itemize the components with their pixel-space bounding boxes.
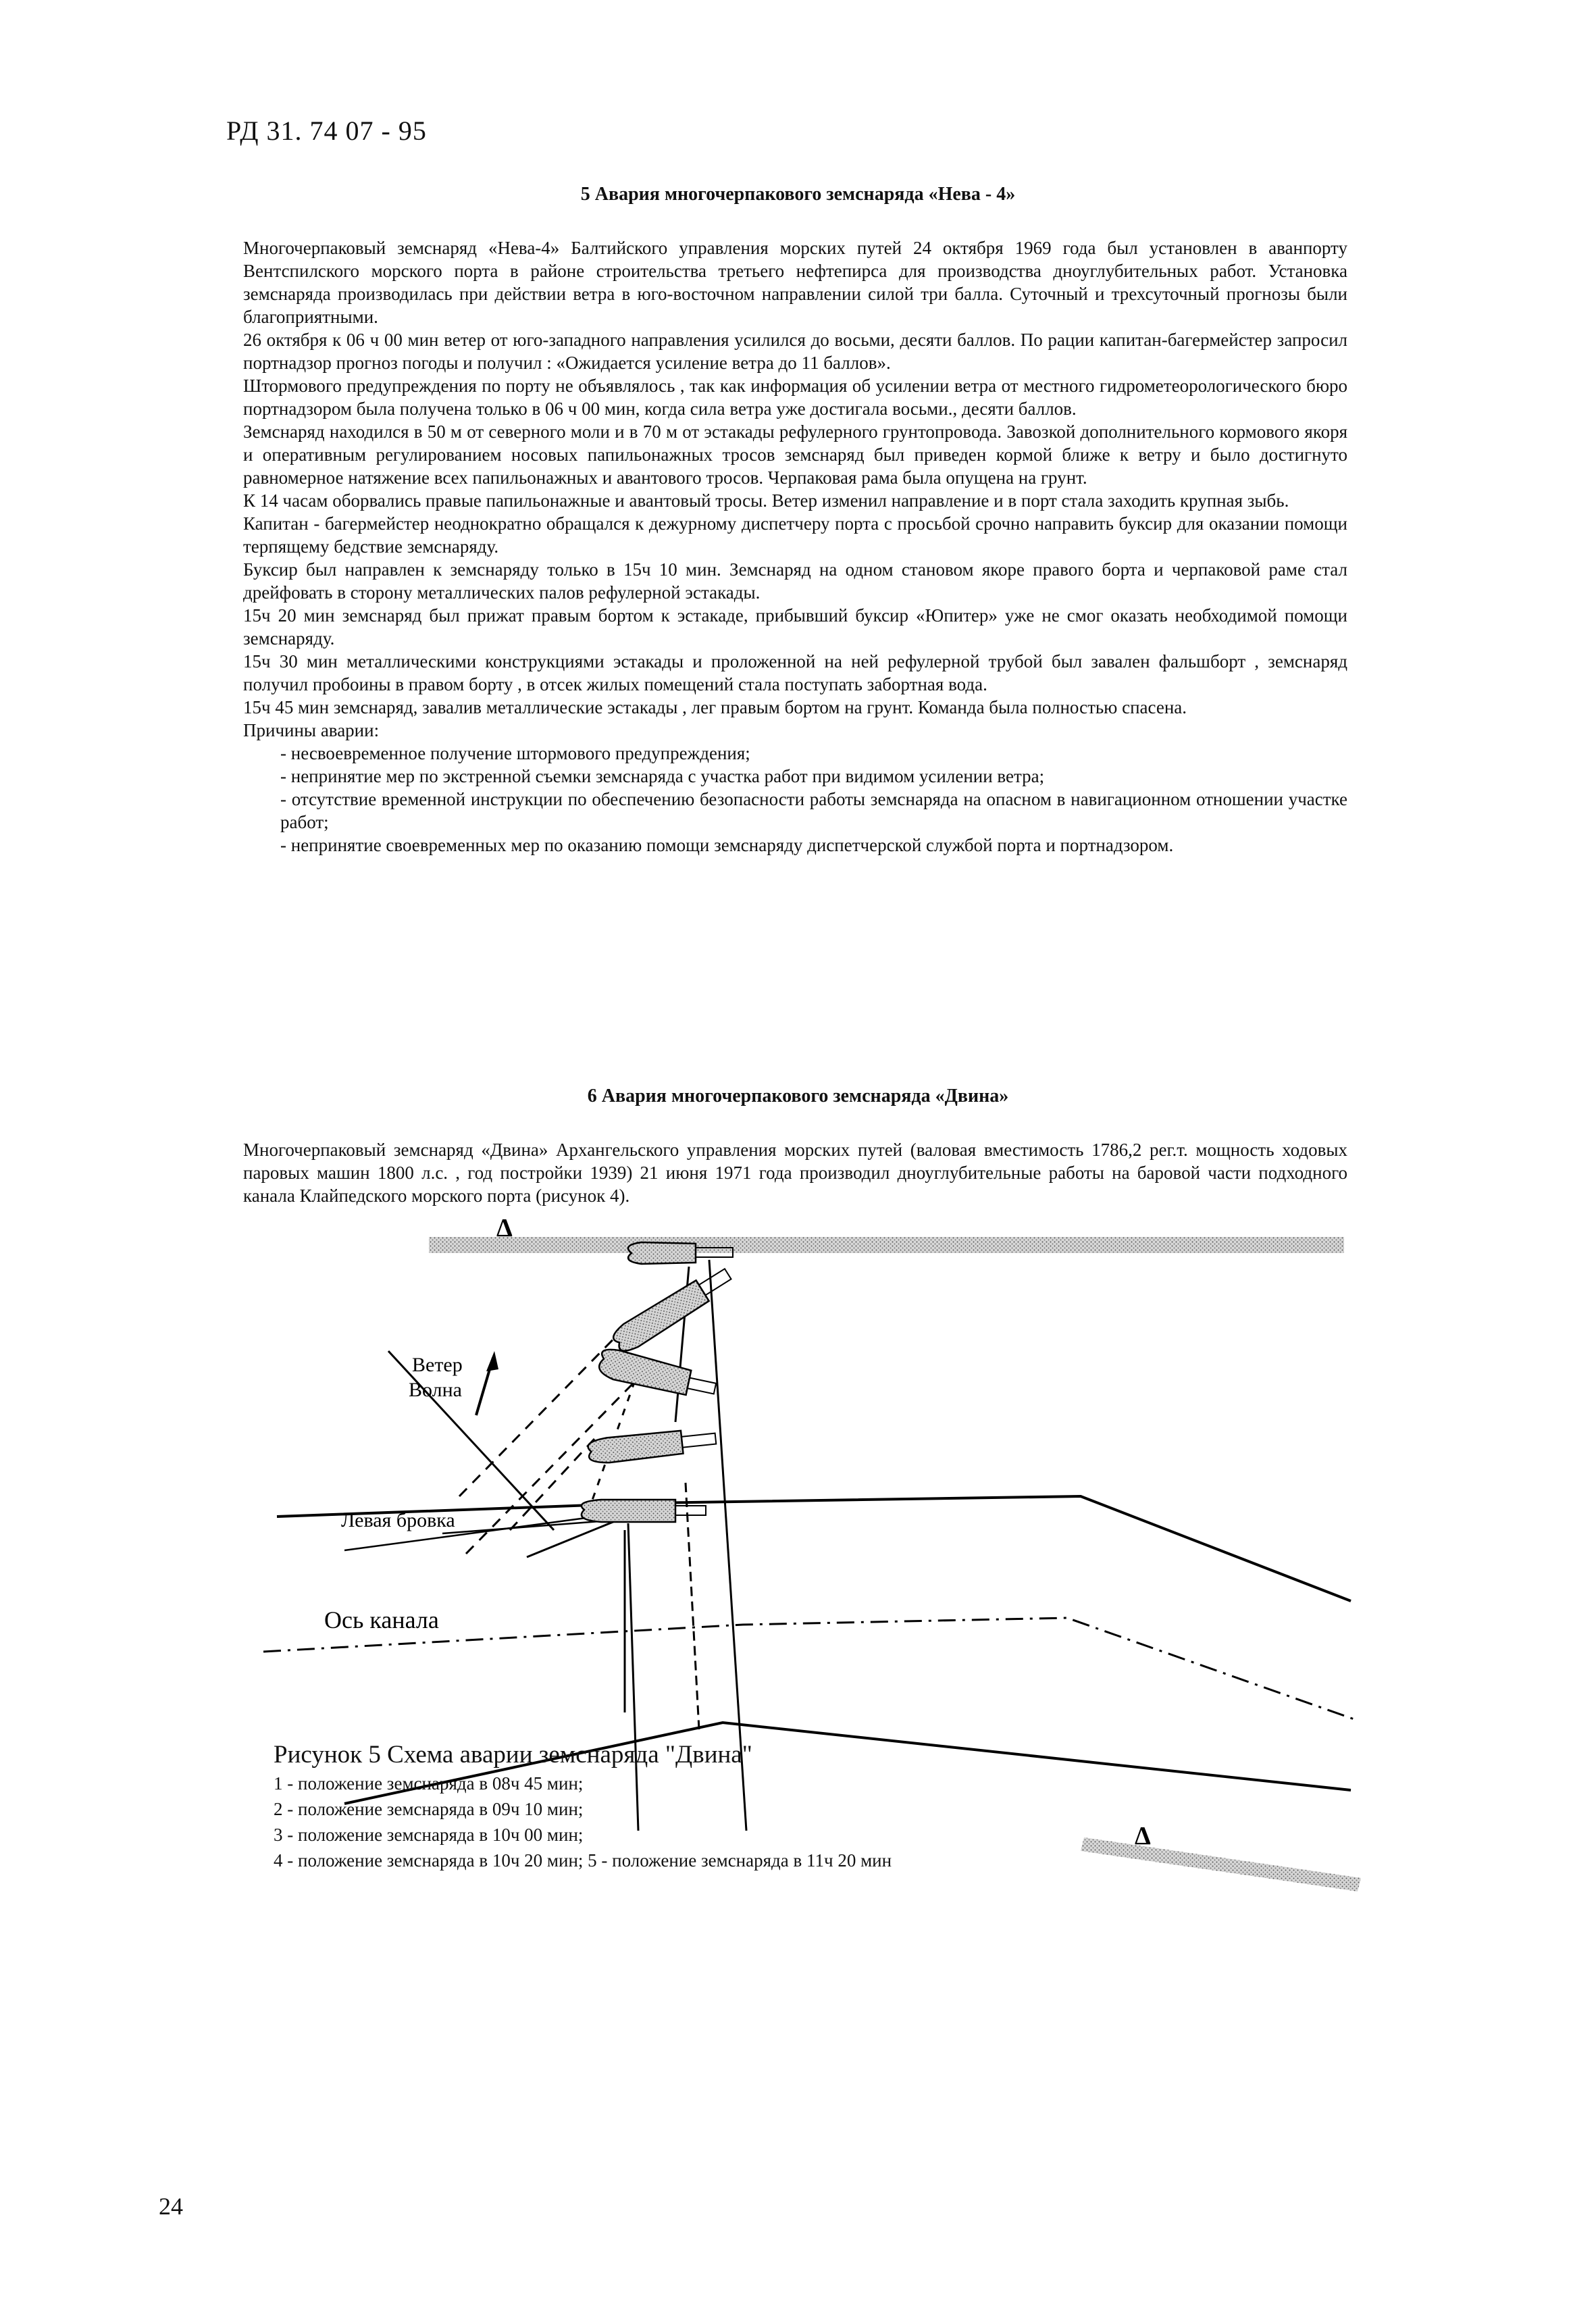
marker-triangle: Δ (496, 1214, 513, 1242)
marker-triangle: Δ (1135, 1822, 1151, 1850)
paragraph: 15ч 30 мин металлическими конструкциями эстакады и проложенной на ней рефулерной трубой был завален фальшборт , земснаряд получил пробоины в правом борту , в отсек жилых помещений стала поступать забортная вода. (243, 651, 1347, 694)
paragraph: Многочерпаковый земснаряд «Двина» Архангельского управления морских путей (валовая вместимость 1786,2 рег.т. мощность ходовых паровых машин 1800 л.с. , год постройки 1939) 21 июня 1971 года производил дноуглубительные работы на баровой части подходного канала Клайпедского морского порта (рисунок 4). (243, 1140, 1347, 1206)
paragraph: К 14 часам оборвались правые папильонажные и авантовый тросы. Ветер изменил направление и в порт стала заходить крупная зыбь. (243, 490, 1289, 511)
paragraph: Многочерпаковый земснаряд «Нева-4» Балтийского управления морских путей 24 октября 1969 года был установлен в аванпорту Вентспилского морского порта в районе строительства третьего нефтепирса для производства дноуглубительных работ. Установка земснаряда производилась при действии ветра в юго-восточном направлении силой три балла. Суточный и трехсуточный прогнозы были благоприятными. (243, 238, 1347, 327)
cause-item: - непринятие мер по экстренной съемки земснаряда с участка работ при видимом усилении ветра; (280, 766, 1045, 786)
section-5-title: 5 Авария многочерпакового земснаряда «Нева - 4» (580, 184, 1016, 205)
section-6-title: 6 Авария многочерпакового земснаряда «Двина» (587, 1086, 1009, 1107)
section-5-body (243, 236, 1347, 857)
dredger-position-2 (610, 1263, 736, 1356)
section-6-body (243, 1138, 1347, 1207)
left-edge-label: Левая бровка (341, 1509, 455, 1531)
paragraph: Буксир был направлен к земснаряду только в 15ч 10 мин. Земснаряд на одном становом якоре правого борта и черпаковой раме стал дрейфовать в сторону металлических палов рефулерной эстакады. (243, 559, 1347, 603)
caption-line: 3 - положение земснаряда в 10ч 00 мин; (274, 1825, 584, 1845)
paragraph: Причины аварии: (243, 720, 380, 740)
figure-caption (274, 1739, 892, 1873)
cable-line (686, 1483, 699, 1729)
paragraph: 26 октября к 06 ч 00 мин ветер от юго-западного направления усилился до восьми, десяти баллов. По рации капитан-багермейстер запросил портнадзор прогноз погоды и получил : «Ожидается усиление ветра до 11 баллов». (243, 330, 1347, 373)
page-number: 24 (159, 2193, 183, 2220)
dredger-position-3 (597, 1347, 719, 1400)
caption-line: 1 - положение земснаряда в 08ч 45 мин; (274, 1773, 584, 1794)
paragraph: Земснаряд находился в 50 м от северного моли и в 70 м от эстакады рефулерного грунтопровода. Завозкой дополнительного кормового якоря и оперативным регулированием носовых папильонажных тросов земснаряд был приведен кормой ближе к ветру и было достигнуто равномерное натяжение всех папильонажных и авантового тросов. Черпаковая рама была опущена на грунт. (243, 422, 1347, 488)
cause-item: - отсутствие временной инструкции по обеспечению безопасности работы земснаряда на опасном в навигационном отношении участке работ; (280, 789, 1347, 832)
paragraph: 15ч 45 мин земснаряд, завалив металлические эстакады , лег правым бортом на грунт. Команда была полностью спасена. (243, 697, 1187, 717)
cause-item: - непринятие своевременных мер по оказанию помощи земснаряду диспетчерской службой порта и портнадзором. (280, 835, 1174, 855)
wind-label: Ветер (412, 1354, 463, 1376)
dredger-position-4 (588, 1427, 717, 1465)
drift-line (459, 1321, 632, 1496)
channel-axis-label: Ось канала (324, 1606, 439, 1633)
caption-title: Рисунок 5 Схема аварии земснаряда "Двина" (274, 1741, 752, 1769)
paragraph: Штормового предупреждения по порту не объявлялось , так как информация об усилении ветра от местного гидрометеорологического бюро портнадзором была получена только в 06 ч 00 мин, когда сила ветра уже достигала восьми., десяти баллов. (243, 376, 1347, 419)
paragraph: Капитан - багермейстер неоднократно обращался к дежурному диспетчеру порта с просьбой срочно направить буксир для оказании помощи терпящему бедствие земснаряду. (243, 513, 1347, 557)
pier-band-bottom (1081, 1837, 1361, 1891)
wave-label: Волна (409, 1379, 462, 1401)
paragraph: 15ч 20 мин земснаряд был прижат правым бортом к эстакаде, прибывший буксир «Юпитер» уже не смог оказать необходимой помощи земснаряду. (243, 605, 1347, 649)
cable-line (388, 1351, 554, 1530)
caption-line: 2 - положение земснаряда в 09ч 10 мин; (274, 1799, 584, 1819)
caption-line: 4 - положение земснаряда в 10ч 20 мин; 5 - положение земснаряда в 11ч 20 мин (274, 1850, 892, 1871)
document-code: РД 31. 74 07 - 95 (226, 116, 427, 146)
cause-item: - несвоевременное получение штормового предупреждения; (280, 743, 750, 763)
pier-band-top (429, 1237, 1344, 1253)
wind-arrow-head (486, 1351, 498, 1371)
